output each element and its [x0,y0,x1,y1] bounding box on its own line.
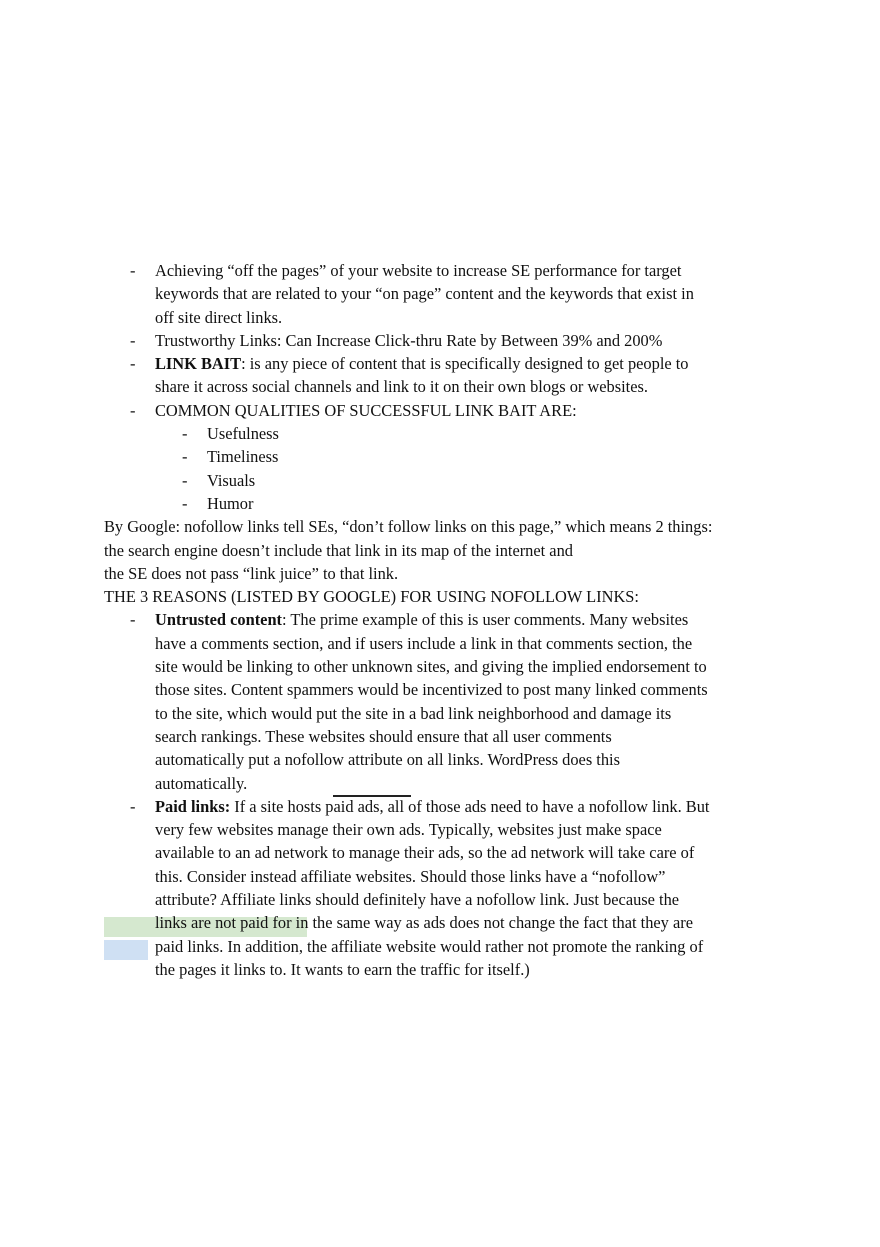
line-content: those sites. Content spammers would be incentivized to post many linked comments [155,680,708,700]
text-line [0,888,880,911]
line-text [155,888,679,911]
line-text [104,585,639,608]
line-content: keywords that are related to your “on page” content and the keywords that exist in [155,284,694,304]
text-line [0,562,880,585]
line-text [155,935,703,958]
line-text [155,748,620,771]
text-line [0,911,880,934]
line-text [155,608,688,631]
text-line [0,841,880,864]
line-text [155,702,671,725]
bold-term: Untrusted content [155,610,283,630]
text-line [0,515,880,538]
bullet-dash: - [182,424,188,444]
bold-term: LINK BAIT [155,354,242,374]
bullet-dash: - [130,330,136,350]
line-text [207,469,255,492]
bullet-dash: - [130,261,136,280]
text-line [0,585,880,608]
bullet-line [0,422,880,445]
line-text [207,492,253,515]
text-line [0,306,880,329]
bold-term: Paid links: [155,796,231,816]
line-text [155,841,694,864]
line-text [104,515,712,538]
line-text [155,725,612,748]
line-text [207,422,279,445]
line-text [155,678,708,701]
bullet-line [0,795,880,818]
text-line [0,375,880,398]
document-body [0,259,880,981]
text-line [0,702,880,725]
line-text [155,958,530,981]
line-content: Visuals [207,470,256,490]
line-content: share it across social channels and link to it on their own blogs or websites. [155,377,648,397]
text-line [0,748,880,771]
line-text [155,329,662,352]
line-text [104,562,398,585]
line-content: automatically put a nofollow attribute on all links. WordPress does this [155,750,620,770]
bullet-dash: - [182,470,188,490]
line-text [155,795,710,818]
text-line [0,632,880,655]
bullet-dash: - [182,493,188,513]
line-text [155,399,577,422]
line-content: Usefulness [207,424,279,444]
line-content: Humor [207,493,254,513]
text-line [0,725,880,748]
line-text [155,352,689,375]
bullet-line [0,259,880,282]
line-content: Trustworthy Links: Can Increase Click-thru Rate by Between 39% and 200% [155,330,663,350]
text-line [0,958,880,981]
line-content: automatically. [155,773,248,793]
line-content: Achieving “off the pages” of your website to increase SE performance for target [155,261,682,280]
line-content: : The prime example of this is user comments. Many websites [282,610,689,630]
bullet-dash: - [130,400,136,420]
line-content: search rankings. These websites should ensure that all user comments [155,726,612,746]
line-content: COMMON QUALITIES OF SUCCESSFUL LINK BAIT ARE: [155,400,577,420]
text-line [0,655,880,678]
text-line [0,678,880,701]
line-text [155,772,247,795]
bullet-line [0,399,880,422]
line-content: : is any piece of content that is specifically designed to get people to [241,354,689,374]
bullet-dash: - [130,610,136,630]
bullet-line [0,445,880,468]
bullet-line [0,608,880,631]
line-content: If a site hosts paid ads, all of those ads need to have a nofollow link. But [230,796,710,816]
bullet-line [0,492,880,515]
text-line [0,282,880,305]
bullet-line [0,352,880,375]
text-line [0,935,880,958]
text-line [0,772,880,795]
line-content: the SE does not pass “link juice” to that link. [104,563,399,583]
line-content: attribute? Affiliate links should definitely have a nofollow link. Just because the [155,890,680,910]
line-text [104,539,573,562]
line-text [155,375,648,398]
line-text [155,282,694,305]
text-line [0,818,880,841]
line-text [155,306,282,329]
line-text [155,865,665,888]
line-text [155,655,707,678]
bullet-dash: - [182,447,188,467]
line-content: available to an ad network to manage their ads, so the ad network will take care of [155,843,695,863]
line-content: By Google: nofollow links tell SEs, “don’t follow links on this page,” which means 2 things: [104,517,713,537]
text-line [0,865,880,888]
line-text [207,445,278,468]
text-line [0,539,880,562]
line-text [155,259,681,282]
line-text [155,911,693,934]
line-content: THE 3 REASONS (LISTED BY GOOGLE) FOR USING NOFOLLOW LINKS: [104,587,639,607]
line-content: the pages it links to. It wants to earn the traffic for itself.) [155,959,530,979]
line-content: to the site, which would put the site in a bad link neighborhood and damage its [155,703,672,723]
line-text [155,818,662,841]
line-content: paid links. In addition, the affiliate website would rather not promote the ranking of [155,936,704,956]
line-content: this. Consider instead affiliate websites. Should those links have a “nofollow” [155,866,666,886]
line-content: site would be linking to other unknown sites, and giving the implied endorsement to [155,657,707,677]
line-content: the search engine doesn’t include that link in its map of the internet and [104,540,573,560]
line-content: Timeliness [207,447,279,467]
bullet-line [0,469,880,492]
line-content: very few websites manage their own ads. Typically, websites just make space [155,820,662,840]
bullet-dash: - [130,354,136,374]
line-content: links are not paid for in the same way as ads does not change the fact that they are [155,913,693,933]
line-text [155,632,692,655]
bullet-line [0,329,880,352]
line-content: off site direct links. [155,307,283,327]
line-content: have a comments section, and if users include a link in that comments section, the [155,633,693,653]
bullet-dash: - [130,796,136,816]
